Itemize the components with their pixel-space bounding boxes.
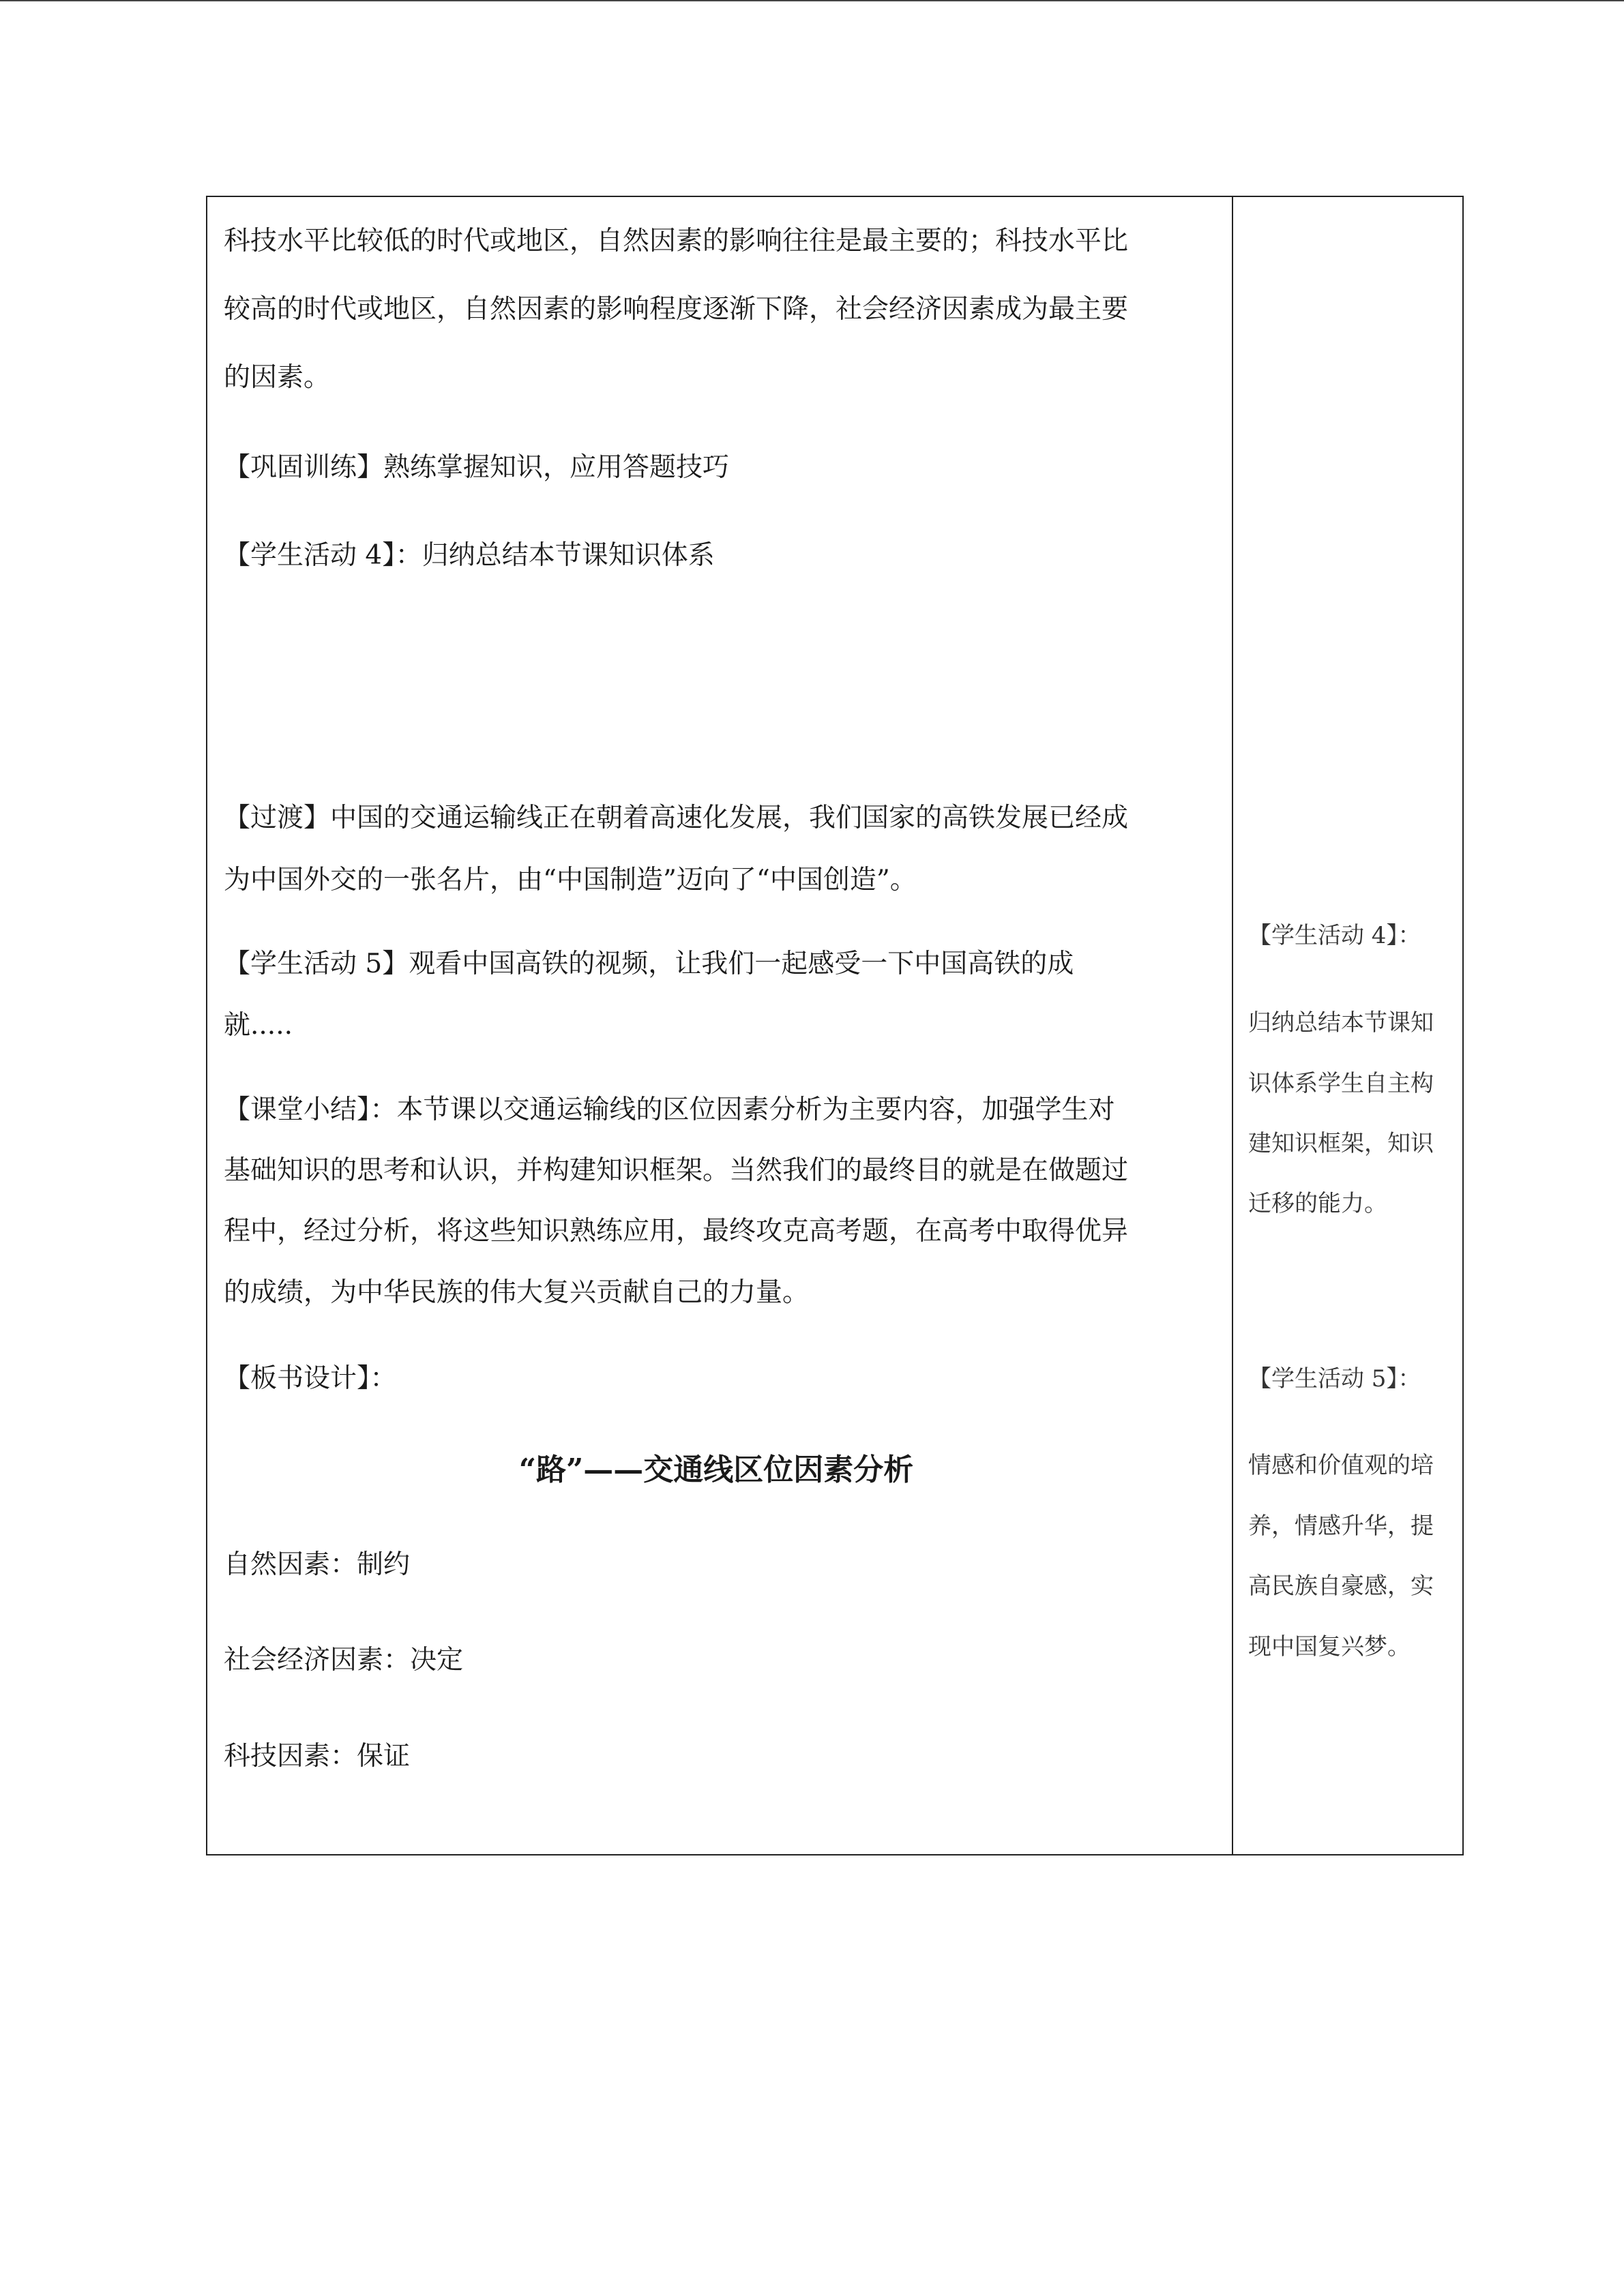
class-summary-line: 程中，经过分析，将这些知识熟练应用，最终攻克高考题，在高考中取得优异 [224, 1216, 1129, 1247]
side-activity-4-line: 迁移的能力。 [1248, 1190, 1387, 1217]
side-activity-4-line: 建知识框架，知识 [1248, 1130, 1434, 1157]
side-activity-5-line: 现中国复兴梦。 [1248, 1633, 1411, 1660]
transition-line: 为中国外交的一张名片，由“中国制造”迈向了“中国创造”。 [224, 865, 917, 895]
class-summary-line: 【课堂小结】：本节课以交通运输线的区位因素分析为主要内容，加强学生对 [224, 1094, 1115, 1125]
side-activity-4-label: 【学生活动 4】： [1248, 922, 1421, 949]
consolidation-training-line: 【巩固训练】熟练掌握知识，应用答题技巧 [224, 452, 730, 483]
board-design-label: 【板书设计】： [224, 1363, 397, 1394]
side-activity-5-line: 高民族自豪感，实 [1248, 1572, 1434, 1600]
page-top-rule [0, 0, 1624, 1]
class-summary-line: 的成绩，为中华民族的伟大复兴贡献自己的力量。 [224, 1277, 810, 1308]
student-activity-5-line: 就..... [224, 1010, 293, 1041]
content-line: 较高的时代或地区，自然因素的影响程度逐渐下降，社会经济因素成为最主要 [224, 294, 1129, 325]
content-line: 的因素。 [224, 362, 331, 393]
board-item: 自然因素：制约 [224, 1549, 411, 1580]
side-activity-4-line: 识体系学生自主构 [1248, 1070, 1434, 1097]
lesson-plan-table [206, 196, 1464, 1855]
student-activity-5-line: 【学生活动 5】观看中国高铁的视频，让我们一起感受一下中国高铁的成 [224, 949, 1074, 979]
content-line: 科技水平比较低的时代或地区，自然因素的影响往往是最主要的；科技水平比 [224, 226, 1129, 256]
side-activity-5-label: 【学生活动 5】： [1248, 1365, 1421, 1392]
board-item: 社会经济因素：决定 [224, 1645, 464, 1675]
board-design-title: “路”——交通线区位因素分析 [518, 1452, 914, 1487]
transition-line: 【过渡】中国的交通运输线正在朝着高速化发展，我们国家的高铁发展已经成 [224, 803, 1129, 833]
side-activity-5-line: 养，情感升华，提 [1248, 1512, 1434, 1540]
class-summary-line: 基础知识的思考和认识，并构建知识框架。当然我们的最终目的就是在做题过 [224, 1155, 1129, 1186]
student-activity-4-line: 【学生活动 4】：归纳总结本节课知识体系 [224, 540, 715, 571]
column-divider [1232, 197, 1233, 1854]
side-activity-4-line: 归纳总结本节课知 [1248, 1009, 1434, 1037]
side-activity-5-line: 情感和价值观的培 [1248, 1452, 1434, 1479]
board-item: 科技因素：保证 [224, 1741, 411, 1772]
